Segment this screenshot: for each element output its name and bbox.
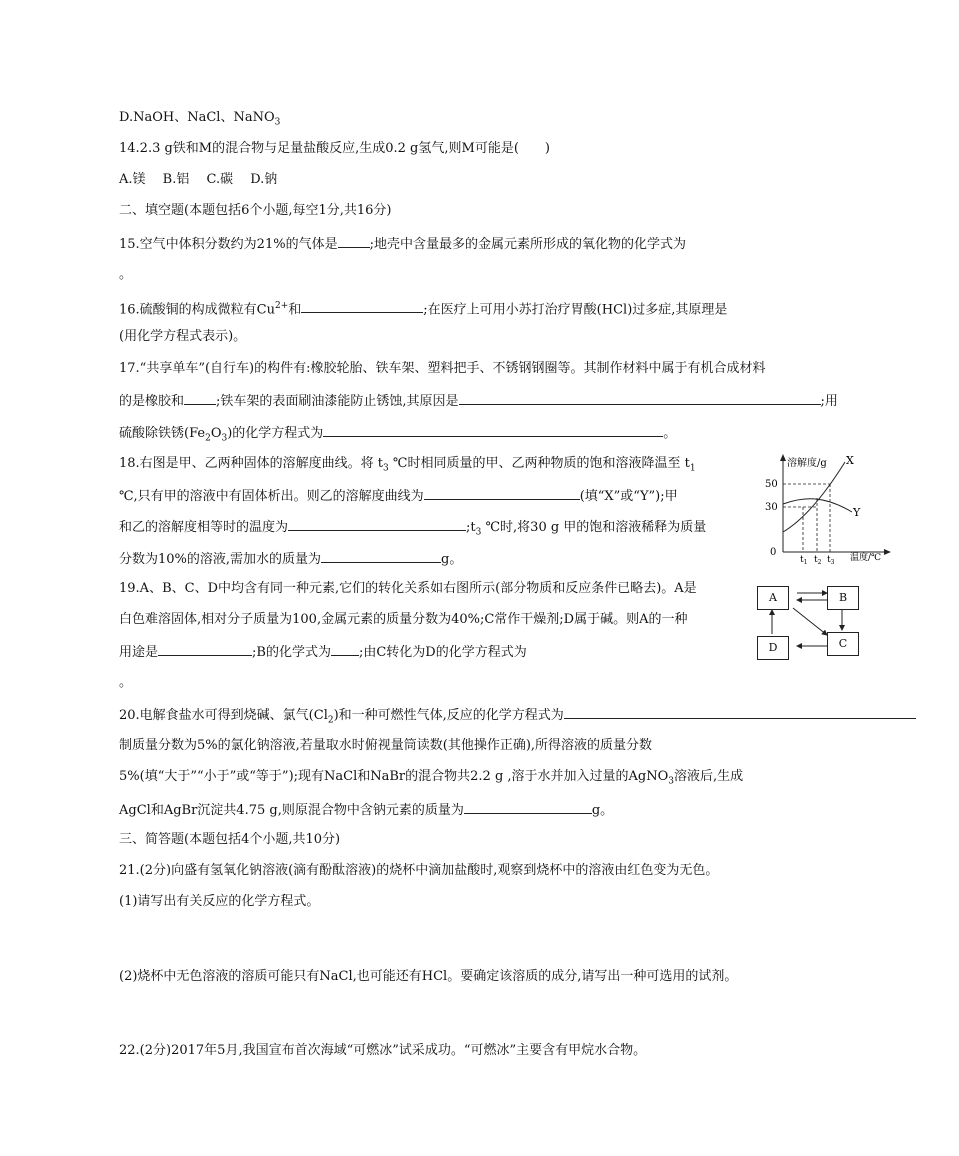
question-18-line-4: 分数为10%的溶液,需加水的质量为 g。 [119, 552, 463, 567]
question-14-options: A.镁 B.铝 C.碳 D.钠 [119, 172, 278, 187]
t3-label: $t_3$ [827, 555, 835, 564]
answer-blank[interactable] [459, 392, 821, 405]
question-18-line-1: 18.右图是甲、乙两种固体的溶解度曲线。将 $t_3$ ℃时相同质量的甲、乙两种物质的饱和溶液降温至 $t_1$ [119, 456, 696, 474]
question-16-line-1: 16.硫酸铜的构成微粒有$Cu^{2+}$和 ;在医疗上可用小苏打治疗胃酸(HCl)过多症,其原理是 [119, 301, 728, 318]
answer-blank[interactable] [338, 235, 370, 248]
question-19-line-3: 用途是 ;B的化学式为 ;由C转化为D的化学方程式为 [119, 645, 527, 660]
answer-blank[interactable] [424, 487, 580, 500]
question-20-line-1: 20.电解食盐水可得到烧碱、氯气$(Cl_2)$和一种可燃性气体,反应的化学方程式为 [119, 706, 916, 729]
question-19-line-4: 。 [119, 675, 133, 690]
solubility-curve-figure [760, 452, 950, 564]
question-21-part-1: (1)请写出有关反应的化学方程式。 [119, 894, 320, 909]
y-axis-arrow [780, 454, 786, 461]
origin-label: 0 [770, 547, 777, 558]
question-17-line-3: 硫酸除铁锈$(Fe_2O_3)$的化学方程式为 。 [119, 426, 677, 444]
section-2-heading: 二、填空题(本题包括6个小题,每空1分,共16分) [119, 203, 392, 218]
question-20-line-3: 5%(填“大于”“小于”或“等于”);现有NaCl和NaBr的混合物共2.2 g ,溶于水并加入过量的AgNO$_3$溶液后,生成 [119, 769, 744, 787]
question-18-line-3: 和乙的溶解度相等时的温度为 $;t_3$ ℃时,将30 g 甲的饱和溶液稀释为质量 [119, 520, 707, 538]
answer-blank[interactable] [158, 643, 252, 656]
question-14: 14.2.3 g铁和M的混合物与足量盐酸反应,生成0.2 g氢气,则M可能是( ) [119, 141, 550, 156]
question-16-line-2: (用化学方程式表示)。 [119, 329, 247, 344]
curve-x-label: X [846, 454, 854, 467]
node-d: D [757, 636, 789, 660]
question-21-line-1: 21.(2分)向盛有氢氧化钠溶液(滴有酚酞溶液)的烧杯中滴加盐酸时,观察到烧杯中的溶液由红色变为无色。 [119, 863, 719, 878]
answer-blank[interactable] [288, 518, 466, 531]
node-a: A [757, 586, 789, 610]
question-22-line-1: 22.(2分)2017年5月,我国宣布首次海域“可燃冰”试采成功。“可燃冰”主要含有甲烷水合物。 [119, 1043, 647, 1058]
node-b: B [827, 586, 859, 610]
answer-blank[interactable] [301, 300, 423, 313]
node-c: C [827, 632, 859, 656]
t2-label: $t_2$ [814, 555, 822, 564]
answer-blank[interactable] [323, 424, 663, 437]
y-axis-label: 溶解度/g [787, 458, 827, 469]
question-19-line-2: 白色难溶固体,相对分子质量为100,金属元素的质量分数为40%;C常作干燥剂;D属于碱。则A的一种 [119, 612, 688, 627]
option-line-d: D.NaOH、NaCl、NaNO$_3$ [119, 110, 281, 128]
y-tick-50: 50 [765, 479, 778, 490]
question-20-line-4: AgCl和AgBr沉淀共4.75 g,则原混合物中含钠元素的质量为 g。 [119, 803, 614, 818]
question-17-line-2: 的是橡胶和 ;铁车架的表面刷油漆能防止锈蚀,其原因是 ;用 [119, 394, 838, 409]
answer-blank[interactable] [464, 801, 592, 814]
t1-label: $t_1$ [800, 555, 808, 564]
question-21-part-2: (2)烧杯中无色溶液的溶质可能只有NaCl,也可能还有HCl。要确定该溶质的成分,请写出一种可选用的试剂。 [119, 969, 738, 984]
curve-y-label: Y [853, 506, 861, 519]
question-15-line-1: 15.空气中体积分数约为21%的气体是 ;地壳中含量最多的金属元素所形成的氧化物的化学式为 [119, 237, 686, 252]
answer-blank[interactable] [184, 392, 216, 405]
question-20-line-2: 制质量分数为5%的氯化钠溶液,若量取水时俯视量筒读数(其他操作正确),所得溶液的质量分数 [119, 738, 653, 753]
answer-blank[interactable] [331, 643, 359, 656]
y-tick-30: 30 [765, 502, 778, 513]
x-axis-label: 温度/℃ [850, 553, 882, 563]
x-axis-arrow [884, 549, 891, 555]
question-15-line-2: 。 [119, 267, 133, 282]
question-19-line-1: 19.A、B、C、D中均含有同一种元素,它们的转化关系如右图所示(部分物质和反应条件已略去)。A是 [119, 581, 697, 596]
curve-x [783, 462, 845, 532]
answer-blank[interactable] [564, 706, 916, 719]
section-3-heading: 三、简答题(本题包括4个小题,共10分) [119, 832, 341, 847]
arrow-a-to-c [793, 608, 827, 635]
question-17-line-1: 17.“共享单车”(自行车)的构件有:橡胶轮胎、铁车架、塑料把手、不锈钢钢圈等。其制作材料中属于有机合成材料 [119, 361, 766, 376]
question-18-line-2: ℃,只有甲的溶液中有固体析出。则乙的溶解度曲线为 (填“X”或“Y”);甲 [119, 489, 678, 504]
answer-blank[interactable] [321, 550, 441, 563]
